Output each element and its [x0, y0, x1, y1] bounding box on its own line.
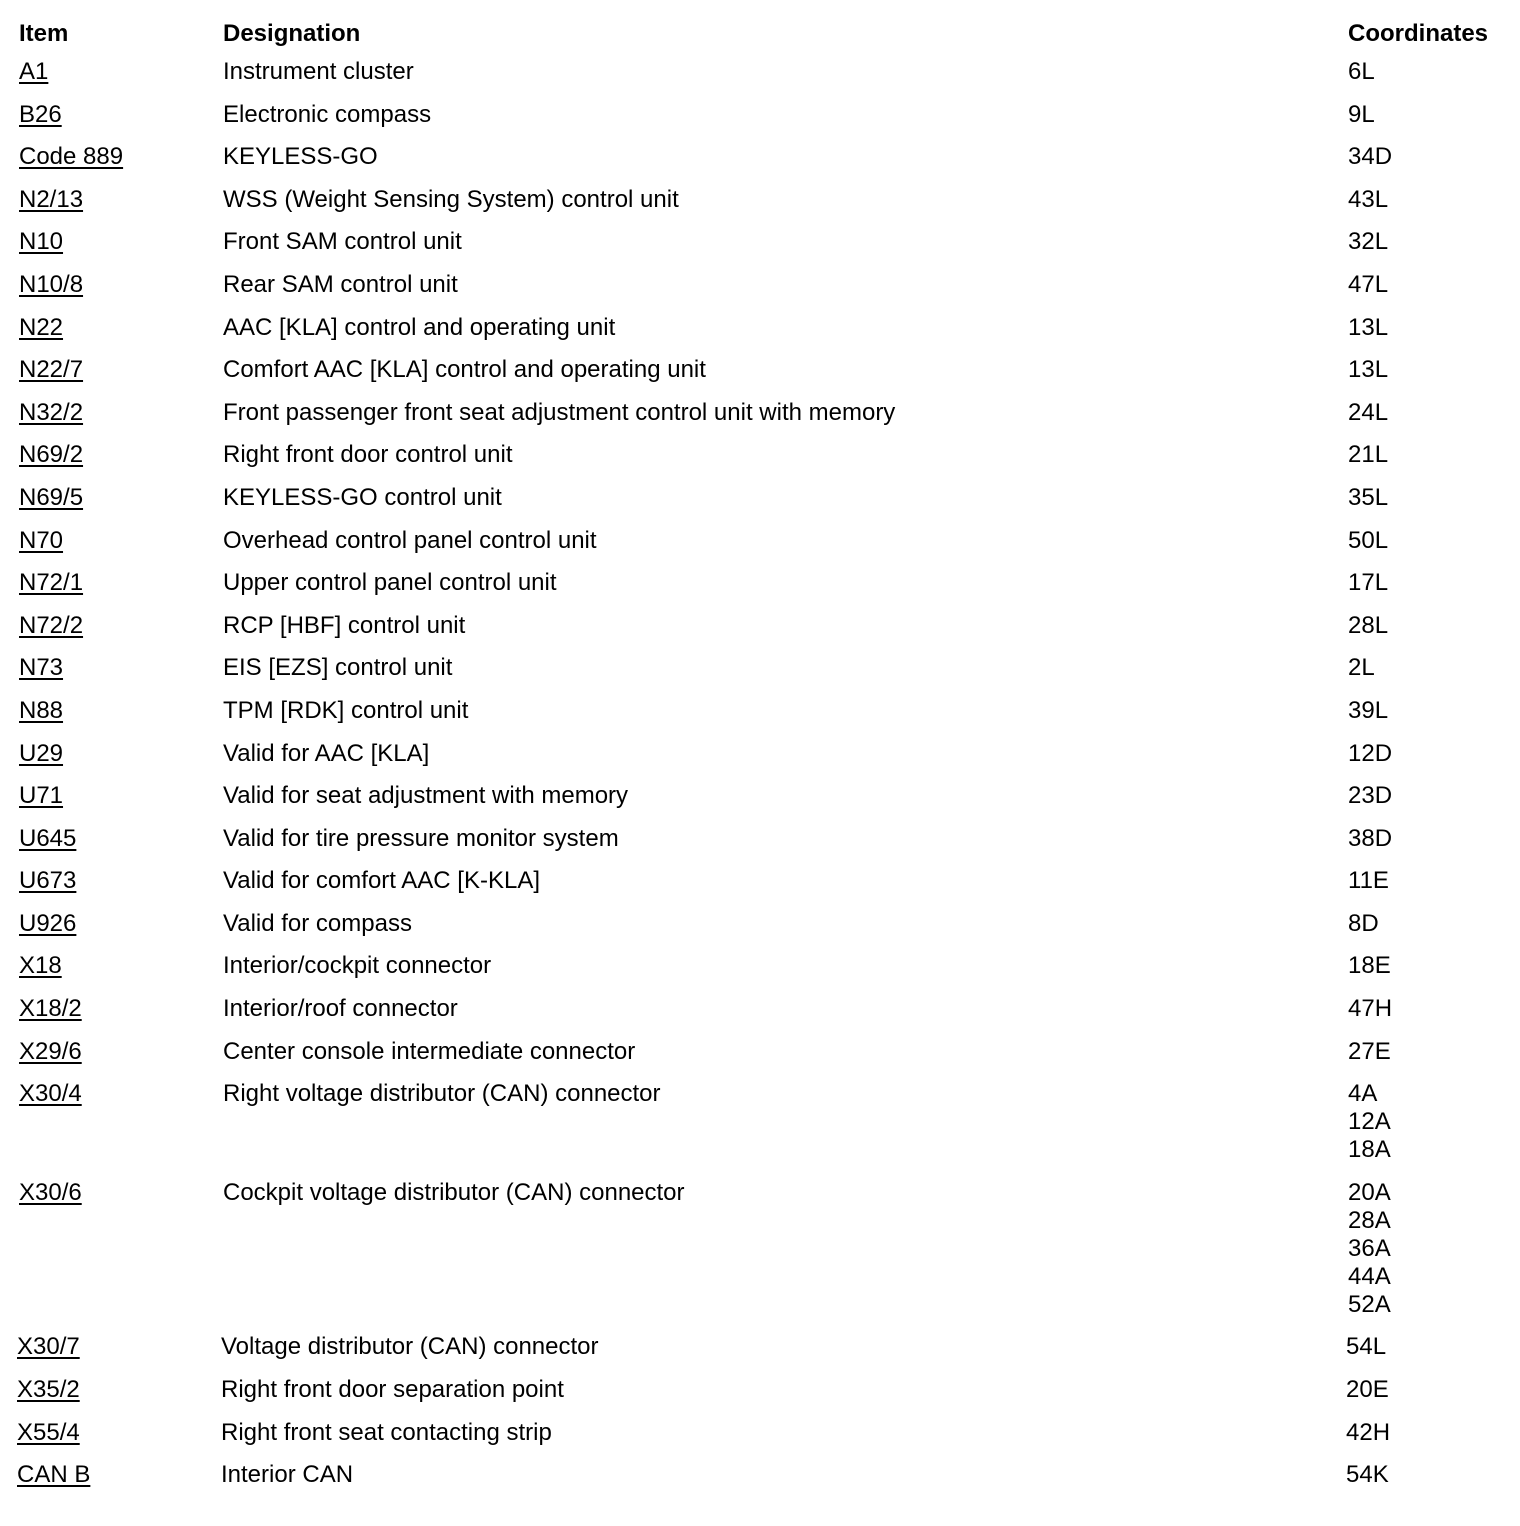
- coordinates-cell: [1348, 697, 1388, 725]
- coordinates-cell: [1348, 1080, 1391, 1164]
- item-link[interactable]: U673: [19, 867, 77, 895]
- table-row: [0, 989, 1520, 1032]
- item-link[interactable]: N22/7: [19, 356, 84, 384]
- table-row: [0, 222, 1520, 265]
- coordinate-value: 35L: [1348, 483, 1389, 511]
- table-row: [0, 691, 1520, 734]
- table-header: [0, 16, 1520, 52]
- item-link[interactable]: N70: [19, 526, 64, 554]
- item-link[interactable]: X29/6: [19, 1037, 82, 1065]
- item-link[interactable]: X30/4: [19, 1080, 82, 1108]
- designation-text: Front SAM control unit: [223, 228, 462, 256]
- coordinates-cell: [1348, 271, 1388, 299]
- item-link[interactable]: Code 889: [19, 143, 124, 171]
- coordinates-cell: [1348, 314, 1388, 342]
- coordinate-value: 2L: [1348, 654, 1375, 682]
- table-row: [0, 563, 1520, 606]
- coordinate-value: 47H: [1348, 995, 1393, 1023]
- designation-text: Valid for AAC [KLA]: [223, 739, 430, 767]
- coordinates-cell: [1348, 228, 1388, 256]
- designation-text: Valid for comfort AAC [K-KLA]: [223, 867, 541, 895]
- item-link[interactable]: U645: [19, 824, 77, 852]
- table-row: [0, 819, 1520, 862]
- table-row: [0, 1173, 1520, 1328]
- coordinates-cell: [1348, 58, 1375, 86]
- coordinate-value: 12D: [1348, 739, 1393, 767]
- table-row: [0, 137, 1520, 180]
- coordinate-value: 50L: [1348, 526, 1389, 554]
- item-link[interactable]: N10/8: [19, 270, 84, 298]
- coordinates-cell: [1346, 1376, 1389, 1404]
- coordinate-value: 34D: [1348, 143, 1393, 171]
- coordinate-value: 11E: [1348, 867, 1389, 895]
- table-row: [0, 776, 1520, 819]
- table-row: [0, 180, 1520, 223]
- coordinate-value: 39L: [1348, 696, 1389, 724]
- designation-text: RCP [HBF] control unit: [223, 611, 466, 639]
- item-link[interactable]: X55/4: [17, 1418, 80, 1446]
- table-row: [0, 521, 1520, 564]
- item-link[interactable]: N69/2: [19, 441, 84, 469]
- designation-text: Rear SAM control unit: [223, 270, 458, 298]
- designation-text: Upper control panel control unit: [223, 569, 557, 597]
- coordinate-value: 28L: [1348, 611, 1389, 639]
- item-link[interactable]: X30/6: [19, 1178, 82, 1206]
- designation-text: Right voltage distributor (CAN) connector: [223, 1080, 661, 1108]
- coordinate-value: 36A: [1348, 1234, 1391, 1262]
- designation-text: EIS [EZS] control unit: [223, 654, 453, 682]
- legend-table: [0, 16, 1520, 1498]
- header-designation: Designation: [223, 20, 361, 47]
- table-row: [0, 478, 1520, 521]
- coordinate-value: 8D: [1348, 909, 1379, 937]
- coordinate-value: 32L: [1348, 228, 1389, 256]
- coordinate-value: 18A: [1348, 1136, 1391, 1164]
- item-link[interactable]: X30/7: [17, 1333, 80, 1361]
- item-link[interactable]: X35/2: [17, 1376, 80, 1404]
- designation-text: Comfort AAC [KLA] control and operating unit: [223, 356, 706, 384]
- coordinates-cell: [1348, 612, 1388, 640]
- table-row: [0, 861, 1520, 904]
- designation-text: Right front door separation point: [221, 1376, 564, 1404]
- coordinates-cell: [1348, 782, 1392, 810]
- coordinates-cell: [1348, 1038, 1391, 1066]
- coordinates-cell: [1348, 356, 1388, 384]
- item-link[interactable]: N72/2: [19, 611, 84, 639]
- coordinate-value: 47L: [1348, 270, 1389, 298]
- coordinates-cell: [1348, 910, 1379, 938]
- item-link[interactable]: A1: [19, 58, 49, 85]
- coordinate-value: 43L: [1348, 185, 1389, 213]
- coordinate-value: 21L: [1348, 441, 1389, 469]
- designation-text: Valid for tire pressure monitor system: [223, 824, 619, 852]
- header-item: Item: [19, 20, 69, 47]
- table-row: [0, 1074, 1520, 1173]
- item-link[interactable]: N69/5: [19, 483, 84, 511]
- coordinates-cell: [1346, 1419, 1390, 1447]
- coordinates-cell: [1348, 867, 1389, 895]
- designation-text: Center console intermediate connector: [223, 1037, 636, 1065]
- item-link[interactable]: N32/2: [19, 398, 84, 426]
- coordinate-value: 44A: [1348, 1262, 1391, 1290]
- item-link[interactable]: U71: [19, 782, 64, 810]
- designation-text: Interior/cockpit connector: [223, 952, 492, 980]
- table-row: [0, 1032, 1520, 1075]
- designation-text: Valid for compass: [223, 909, 412, 937]
- coordinate-value: 28A: [1348, 1206, 1391, 1234]
- coordinate-value: 17L: [1348, 569, 1389, 597]
- coordinate-value: 38D: [1348, 824, 1393, 852]
- table-row: [0, 904, 1520, 947]
- item-link[interactable]: N10: [19, 228, 64, 256]
- coordinates-cell: [1348, 825, 1392, 853]
- coordinates-cell: [1348, 1179, 1391, 1319]
- item-link[interactable]: N88: [19, 696, 64, 724]
- table-row: [0, 1413, 1520, 1456]
- designation-text: WSS (Weight Sensing System) control unit: [223, 185, 679, 213]
- item-link[interactable]: X18: [19, 952, 62, 980]
- item-link[interactable]: N73: [19, 654, 64, 682]
- item-link[interactable]: CAN B: [17, 1461, 91, 1489]
- designation-text: Electronic compass: [223, 100, 432, 128]
- coordinates-cell: [1348, 101, 1375, 129]
- item-link[interactable]: N72/1: [19, 569, 84, 597]
- designation-text: TPM [RDK] control unit: [223, 696, 469, 724]
- table-row: [0, 648, 1520, 691]
- coordinates-cell: [1348, 527, 1388, 555]
- item-link[interactable]: N22: [19, 313, 64, 341]
- coordinate-value: 54K: [1346, 1461, 1389, 1489]
- table-row: [0, 946, 1520, 989]
- designation-text: Interior/roof connector: [223, 995, 458, 1023]
- coordinates-cell: [1348, 995, 1392, 1023]
- coordinates-cell: [1348, 399, 1388, 427]
- coordinate-value: 13L: [1348, 313, 1389, 341]
- coordinate-value: 13L: [1348, 356, 1389, 384]
- coordinate-value: 18E: [1348, 952, 1391, 980]
- coordinate-value: 20A: [1348, 1178, 1391, 1206]
- coordinates-cell: [1348, 654, 1375, 682]
- table-row: [0, 308, 1520, 351]
- designation-text: KEYLESS-GO: [223, 143, 378, 171]
- table-row: [0, 734, 1520, 777]
- coordinate-value: 27E: [1348, 1037, 1391, 1065]
- item-link[interactable]: N2/13: [19, 185, 84, 213]
- item-link[interactable]: U926: [19, 909, 77, 937]
- table-row: [0, 435, 1520, 478]
- table-row: [0, 1370, 1520, 1413]
- item-link[interactable]: B26: [19, 100, 62, 128]
- designation-text: KEYLESS-GO control unit: [223, 483, 502, 511]
- table-row: [0, 52, 1520, 95]
- item-link[interactable]: X18/2: [19, 995, 82, 1023]
- table-row: [0, 606, 1520, 649]
- coordinate-value: 42H: [1346, 1418, 1391, 1446]
- coordinates-cell: [1348, 441, 1388, 469]
- coordinate-value: 4A: [1348, 1080, 1378, 1108]
- designation-text: Instrument cluster: [223, 58, 414, 85]
- coordinate-value: 23D: [1348, 782, 1393, 810]
- designation-text: Cockpit voltage distributor (CAN) connector: [223, 1178, 685, 1206]
- designation-text: Right front door control unit: [223, 441, 513, 469]
- coordinates-cell: [1348, 569, 1388, 597]
- table-row: [0, 95, 1520, 138]
- header-coordinates: Coordinates: [1348, 20, 1489, 47]
- coordinate-value: 12A: [1348, 1108, 1391, 1136]
- table-row: [0, 1455, 1520, 1498]
- designation-text: Valid for seat adjustment with memory: [223, 782, 629, 810]
- designation-text: Front passenger front seat adjustment control unit with memory: [223, 398, 896, 426]
- coordinates-cell: [1348, 143, 1392, 171]
- coordinate-value: 52A: [1348, 1290, 1391, 1318]
- table-row: [0, 1327, 1520, 1370]
- coordinates-cell: [1348, 952, 1391, 980]
- table-row: [0, 350, 1520, 393]
- item-link[interactable]: U29: [19, 739, 64, 767]
- table-body: [0, 52, 1520, 1498]
- coordinate-value: 20E: [1346, 1376, 1389, 1404]
- coordinate-value: 24L: [1348, 398, 1389, 426]
- coordinate-value: 6L: [1348, 58, 1375, 85]
- coordinates-cell: [1348, 484, 1388, 512]
- coordinate-value: 54L: [1346, 1333, 1387, 1361]
- designation-text: AAC [KLA] control and operating unit: [223, 313, 616, 341]
- designation-text: Right front seat contacting strip: [221, 1418, 552, 1446]
- coordinate-value: 9L: [1348, 100, 1375, 128]
- coordinates-cell: [1348, 740, 1392, 768]
- table-row: [0, 265, 1520, 308]
- coordinates-cell: [1348, 186, 1388, 214]
- coordinates-cell: [1346, 1461, 1389, 1489]
- designation-text: Interior CAN: [221, 1461, 354, 1489]
- coordinates-cell: [1346, 1333, 1386, 1361]
- table-row: [0, 393, 1520, 436]
- designation-text: Overhead control panel control unit: [223, 526, 597, 554]
- designation-text: Voltage distributor (CAN) connector: [221, 1333, 599, 1361]
